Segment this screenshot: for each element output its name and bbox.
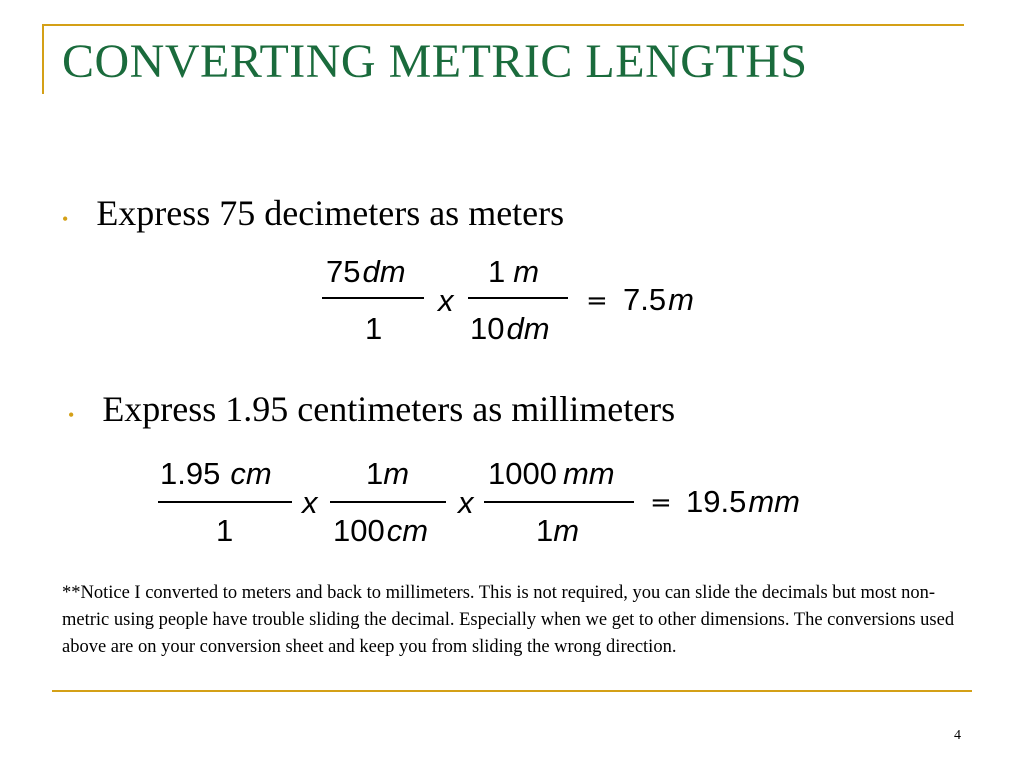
eq2-frac1-bar [158,501,292,503]
eq2-frac2-den-unit: cm [386,513,429,548]
eq1-frac1-bar [322,297,424,299]
eq1-result [623,284,694,315]
eq1-frac2-denominator [470,313,550,344]
slide-title: CONVERTING METRIC LENGTHS [62,35,808,88]
eq2-frac2-num-unit: m [383,456,410,491]
eq2-frac2-num-value: 1 [366,456,384,491]
bullet-2-text: Express 1.95 centimeters as millimeters [102,389,676,429]
bullet-1-marker: • [62,209,69,229]
eq1-frac1-numerator [326,256,406,287]
eq2-frac2-bar [330,501,446,503]
eq1-frac2-den-value: 10 [470,311,505,346]
bullet-1-text: Express 75 decimeters as meters [96,193,565,233]
bullet-1 [62,192,564,234]
eq1-frac2-bar [468,297,568,299]
eq1-frac2-den-unit: dm [506,311,550,346]
eq2-frac1-numerator [160,458,272,489]
eq1-frac1-denominator: 1 [365,311,383,346]
eq2-frac1-num-unit: cm [230,456,272,491]
eq1-result-unit: m [668,282,694,317]
eq2-frac3-numerator [488,458,615,489]
title-accent-left [42,24,44,94]
eq2-result-value: 19.5 [686,484,747,519]
eq2-frac3-num-value: 1000 [488,456,557,491]
bullet-2-marker: • [68,405,75,425]
eq2-frac2-denominator [333,515,428,546]
eq2-frac3-bar [484,501,634,503]
eq2-frac3-denominator [536,515,579,546]
eq1-equals: = [586,286,608,316]
eq2-frac2-numerator [366,458,409,489]
eq2-equals: = [650,488,672,518]
eq1-frac2-numerator [488,256,539,287]
eq2-result [686,486,800,517]
eq1-times: x [438,283,454,318]
eq2-frac1-num-value: 1.95 [160,456,221,491]
eq2-frac3-num-unit: mm [562,456,615,491]
eq2-frac2-den-value: 100 [333,513,385,548]
eq2-frac1-denominator: 1 [216,513,234,548]
eq1-frac2-num-value: 1 [488,254,506,289]
eq2-frac3-den-unit: m [553,513,580,548]
bullet-2 [68,388,675,430]
page-number: 4 [954,728,961,743]
footnote-text: **Notice I converted to meters and back to millimeters. This is not required, you can slide the decimals but most non-metric using people have trouble sliding the decimal. Especially when we get to other dimensions. The conversions used above are on your conversion sheet and keep you from sliding the wrong direction. [62,583,955,657]
eq1-frac1-num-value: 75 [326,254,361,289]
footer-divider [52,690,972,692]
eq1-frac2-num-unit: m [513,254,540,289]
eq2-result-unit: mm [748,484,800,519]
eq2-times-2: x [458,485,474,520]
eq1-frac1-num-unit: dm [362,254,406,289]
title-accent-top [42,24,964,26]
eq2-times-1: x [302,485,318,520]
eq2-frac3-den-value: 1 [536,513,554,548]
eq1-result-value: 7.5 [623,282,667,317]
